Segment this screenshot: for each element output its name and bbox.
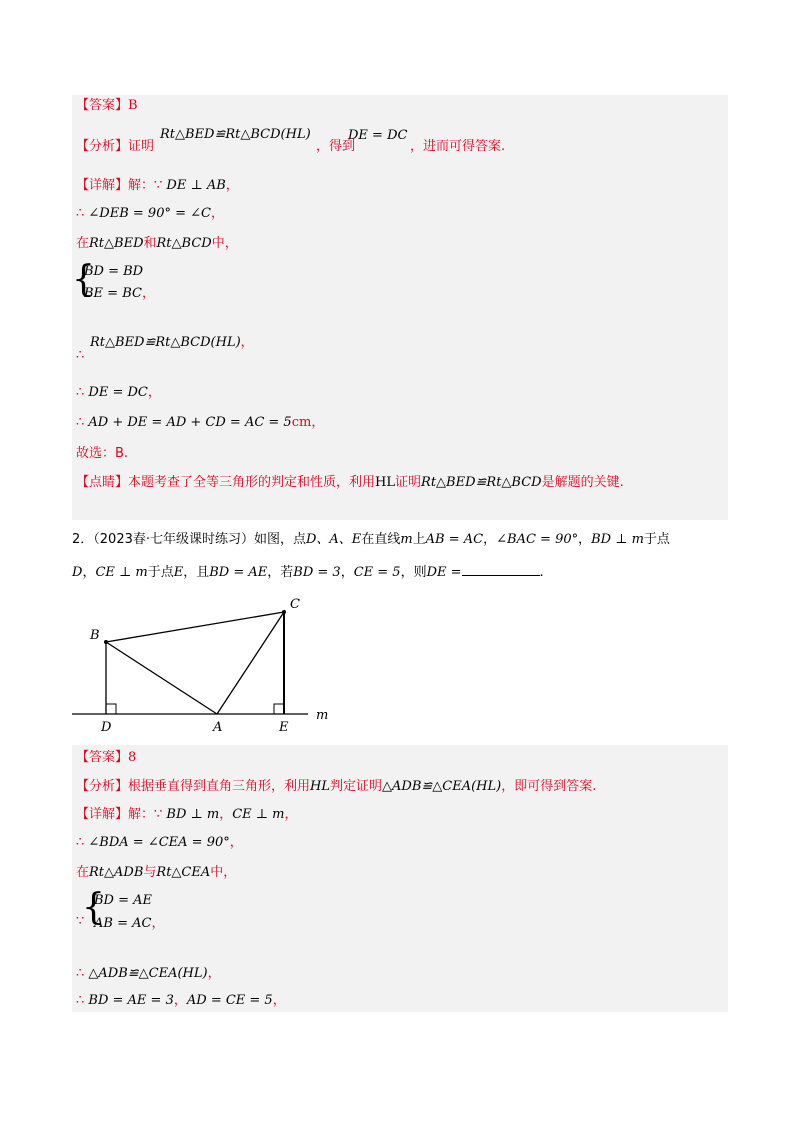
system-eq-2: BE = BC (84, 286, 142, 301)
stem-math: D (72, 565, 83, 580)
detail-intro: 解：∵ (128, 807, 167, 822)
punct: ， (578, 532, 592, 547)
answer-tag: 【答案】 (76, 750, 129, 765)
punct: ， (340, 565, 354, 580)
punct: ， (82, 565, 96, 580)
analysis-congruence: Rt△BED≌Rt△BCD(HL) (160, 127, 311, 142)
therefore-symbol: ∴ (76, 415, 89, 430)
step-math: △ADB≌△CEA(HL) (88, 966, 208, 981)
analysis-text: ，即可得到答案. (501, 779, 597, 794)
step-math: DE = DC (88, 385, 148, 400)
step-math: Rt△BED≌Rt△BCD(HL) (90, 335, 241, 350)
punct: ， (147, 385, 161, 400)
analysis-triangle: △ADB≌△CEA(HL) (382, 779, 502, 794)
punct: ， (207, 966, 221, 981)
stem-text: ，若 (267, 565, 294, 580)
text: 在 (76, 236, 90, 251)
stem-math: BD = 3 (293, 565, 341, 580)
therefore-symbol: ∴ (76, 206, 89, 221)
comment-text: 证明 (395, 475, 422, 490)
right-angle-d (106, 704, 116, 714)
q2-system-line-1 (94, 892, 152, 910)
q1-step-7 (76, 414, 324, 432)
q2-stem-line-1 (72, 531, 670, 549)
q2-system-line-2 (94, 915, 164, 933)
label-b: B (90, 628, 100, 643)
analysis-suffix: ，进而可得答案. (410, 139, 506, 154)
punct: ， (284, 807, 298, 822)
therefore-symbol: ∴ (76, 993, 89, 1008)
q1-analysis-congruence (160, 126, 311, 144)
q1-comment (76, 474, 624, 492)
system-brace: { (82, 887, 105, 928)
punct: ， (240, 335, 254, 350)
q2-analysis-line (76, 778, 596, 796)
step-math: AD + DE = AD + CD = AC = 5 (88, 415, 292, 430)
punct: ， (229, 835, 243, 850)
q2-step-3 (76, 864, 236, 882)
stem-math: CE = 5 (353, 565, 401, 580)
solution-block-q1 (72, 95, 728, 520)
stem-math: BD = AE (209, 565, 268, 580)
punct: ， (219, 807, 233, 822)
comment-hl: HL (375, 475, 396, 490)
label-d: D (101, 720, 112, 735)
detail-tag: 【详解】 (76, 178, 129, 193)
unit: cm (291, 415, 312, 430)
stem-math: AB = AC (425, 532, 484, 547)
analysis-hl: HL (310, 779, 331, 794)
q1-step-5-therefore (76, 347, 84, 365)
q2-step-5 (76, 965, 221, 983)
comment-tag: 【点睛】 (76, 475, 129, 490)
punct: ， (141, 286, 155, 301)
analysis-mid: ，得到 (316, 139, 356, 154)
label-c: C (290, 597, 300, 612)
analysis-text: 判定证明 (330, 779, 383, 794)
q2-step-2 (76, 834, 243, 852)
therefore-symbol: ∴ (76, 385, 89, 400)
detail-math: CE ⊥ m (232, 807, 285, 822)
stem-math: E (173, 565, 184, 580)
label-a: A (213, 720, 223, 735)
text: 与 (143, 865, 157, 880)
q1-analysis-suffix (410, 138, 505, 156)
punct: ， (311, 415, 325, 430)
q1-step-5 (90, 334, 254, 352)
because-symbol: ∵ (76, 914, 85, 929)
triangle-2: Rt△BCD (156, 236, 212, 251)
stem-math: BD ⊥ m (591, 532, 644, 547)
system-eq-1: BD = BD (84, 264, 144, 279)
comment-triangle: Rt△BED≌Rt△BCD (421, 475, 542, 490)
therefore-symbol: ∴ (76, 966, 89, 981)
geometry-figure (70, 592, 340, 740)
step-math: BD = AE = 3 (88, 993, 174, 1008)
point-c (282, 610, 286, 614)
therefore-symbol: ∴ (76, 835, 89, 850)
analysis-text: 证明 (128, 139, 155, 154)
q1-step-6 (76, 384, 161, 402)
q2-detail-line (76, 806, 298, 824)
q2-answer-line (76, 749, 136, 767)
stem-text: ，且 (183, 565, 210, 580)
label-e: E (279, 720, 289, 735)
system-brace: { (72, 259, 95, 300)
q1-analysis-line (76, 138, 154, 156)
stem-math: m (400, 532, 413, 547)
stem-text: 于点 (643, 532, 670, 547)
answer-value: B (128, 98, 138, 113)
punct: ， (173, 993, 187, 1008)
punct: ， (483, 532, 497, 547)
detail-math: DE ⊥ AB (166, 178, 226, 193)
stem-text: ，则 (400, 565, 427, 580)
comment-text: 本题考查了全等三角形的判定和性质，利用 (128, 475, 376, 490)
q1-analysis-eq (348, 127, 407, 145)
segment-bc (106, 612, 284, 642)
point-b (104, 640, 108, 644)
therefore-symbol: ∴ (76, 348, 85, 363)
triangle-1: Rt△ADB (89, 865, 144, 880)
answer-value: 8 (128, 750, 137, 765)
q2-stem-line-2 (72, 563, 544, 582)
text: 中， (210, 865, 237, 880)
q1-step-2 (76, 205, 224, 223)
analysis-text: 根据垂直得到直角三角形，利用 (128, 779, 311, 794)
analysis-tag: 【分析】 (76, 139, 129, 154)
stem-math: ∠BAC = 90° (496, 532, 579, 547)
stem-text: 于点 (147, 565, 174, 580)
system-eq-2: AB = AC (94, 916, 152, 931)
comment-text: 是解题的关键. (541, 475, 624, 490)
q1-answer-line (76, 97, 138, 115)
q1-system-line-2 (84, 285, 155, 303)
q2-step-6 (76, 992, 286, 1010)
q1-step-3 (76, 235, 238, 253)
text: 和 (143, 236, 157, 251)
step-math: AD = CE = 5 (186, 993, 273, 1008)
detail-math: BD ⊥ m (166, 807, 220, 822)
segment-ba (106, 642, 217, 714)
punct: ， (225, 178, 239, 193)
stem-math: D、A、E (306, 532, 362, 547)
detail-intro: 解：∵ (128, 178, 167, 193)
analysis-tag: 【分析】 (76, 779, 129, 794)
step-math: ∠DEB = 90° = ∠C (88, 206, 211, 221)
stem-math: DE = (426, 565, 462, 580)
stem-text: 在直线 (361, 532, 401, 547)
punct: ， (272, 993, 286, 1008)
punct: ， (210, 206, 224, 221)
answer-tag: 【答案】 (76, 98, 129, 113)
segment-ca (217, 612, 284, 714)
step-math: ∠BDA = ∠CEA = 90° (88, 835, 230, 850)
system-eq-1: BD = AE (94, 893, 153, 908)
text: 在 (76, 865, 90, 880)
answer-blank[interactable] (462, 563, 540, 576)
right-angle-e (274, 704, 284, 714)
stem-text: 2．（2023春·七年级课时练习）如图，点 (72, 532, 306, 547)
q1-detail-line (76, 177, 239, 195)
stem-text: 上 (412, 532, 426, 547)
triangle-2: Rt△CEA (156, 865, 211, 880)
label-m: m (316, 708, 329, 723)
analysis-equation: DE = DC (348, 128, 408, 143)
q1-system-line-1 (84, 263, 143, 281)
stem-math: CE ⊥ m (95, 565, 148, 580)
q1-choice (76, 445, 128, 463)
triangle-1: Rt△BED (89, 236, 144, 251)
detail-tag: 【详解】 (76, 807, 129, 822)
punct: ， (151, 916, 165, 931)
choice-text: 故选：B. (76, 446, 129, 461)
punct: . (539, 565, 544, 580)
text: 中， (211, 236, 238, 251)
